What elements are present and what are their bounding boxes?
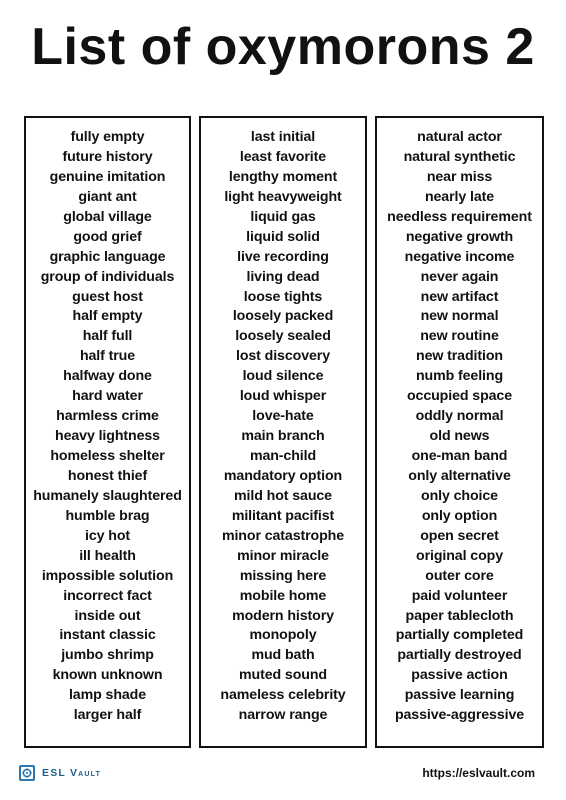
esl-vault-logo[interactable] — [18, 764, 101, 782]
oxymoron-item: oddly normal — [415, 408, 504, 425]
oxymoron-item: passive action — [411, 667, 508, 684]
oxymoron-item: main branch — [241, 428, 325, 445]
oxymoron-item: inside out — [74, 607, 141, 624]
oxymoron-list-1 — [26, 128, 189, 726]
oxymoron-item: mud bath — [251, 647, 315, 664]
oxymoron-item: light heavyweight — [224, 188, 342, 205]
oxymoron-item: least favorite — [239, 148, 327, 165]
oxymoron-item: halfway done — [63, 368, 152, 385]
oxymoron-item: loud silence — [242, 368, 324, 385]
oxymoron-item: open secret — [420, 527, 499, 544]
oxymoron-item: humble brag — [65, 507, 150, 524]
oxymoron-item: loud whisper — [239, 388, 327, 405]
oxymoron-item: negative income — [404, 248, 515, 265]
oxymoron-item: monopoly — [249, 627, 317, 644]
oxymoron-item: mandatory option — [223, 467, 343, 484]
oxymoron-item: old news — [429, 428, 490, 445]
oxymoron-item: negative growth — [405, 228, 514, 245]
oxymoron-item: natural synthetic — [403, 148, 516, 165]
oxymoron-item: nameless celebrity — [220, 687, 346, 704]
oxymoron-item: live recording — [237, 248, 329, 265]
oxymoron-item: love-hate — [252, 408, 314, 425]
oxymoron-item: lengthy moment — [228, 168, 338, 185]
oxymoron-item: guest host — [72, 288, 143, 305]
oxymoron-item: future history — [62, 148, 153, 165]
oxymoron-item: new tradition — [416, 348, 503, 365]
oxymoron-list-3 — [377, 128, 542, 726]
oxymoron-item: only choice — [421, 487, 498, 504]
oxymoron-item: partially completed — [395, 627, 524, 644]
oxymoron-item: heavy lightness — [55, 428, 160, 445]
oxymoron-item: larger half — [73, 707, 142, 724]
oxymoron-item: group of individuals — [40, 268, 175, 285]
oxymoron-item: muted sound — [239, 667, 327, 684]
logo-text: ESL Vault — [42, 767, 102, 779]
oxymoron-item: harmless crime — [56, 408, 159, 425]
oxymoron-item: missing here — [239, 567, 327, 584]
oxymoron-item: ill health — [79, 547, 136, 564]
oxymoron-item: incorrect fact — [63, 587, 152, 604]
oxymoron-item: one-man band — [411, 448, 508, 464]
oxymoron-item: living dead — [246, 268, 320, 285]
vault-icon — [18, 764, 36, 782]
oxymoron-item: half full — [82, 328, 133, 345]
oxymoron-item: occupied space — [406, 388, 513, 405]
oxymoron-item: near miss — [426, 168, 493, 185]
oxymoron-item: needless requirement — [387, 208, 532, 225]
oxymoron-item: new artifact — [420, 288, 499, 305]
oxymoron-item: homeless shelter — [50, 448, 165, 464]
oxymoron-item: nearly late — [424, 188, 495, 205]
oxymoron-item: loose tights — [243, 288, 323, 305]
oxymoron-item: passive-aggressive — [394, 707, 525, 724]
oxymoron-item: only option — [421, 507, 498, 524]
oxymoron-item: instant classic — [59, 627, 156, 644]
oxymoron-column-2 — [199, 116, 367, 748]
oxymoron-list-2 — [201, 128, 365, 726]
oxymoron-item: passive learning — [404, 687, 515, 704]
oxymoron-item: giant ant — [78, 188, 137, 205]
oxymoron-item: natural actor — [417, 129, 502, 145]
oxymoron-item: loosely packed — [232, 308, 334, 325]
oxymoron-item: genuine imitation — [49, 168, 166, 185]
oxymoron-item: hard water — [72, 388, 143, 405]
oxymoron-item: impossible solution — [41, 567, 174, 584]
oxymoron-item: fully empty — [70, 129, 145, 145]
oxymoron-item: new routine — [420, 328, 499, 345]
oxymoron-item: only alternative — [408, 467, 511, 484]
oxymoron-item: known unknown — [52, 667, 163, 684]
oxymoron-item: half empty — [72, 308, 143, 325]
oxymoron-item: liquid solid — [246, 228, 320, 245]
oxymoron-item: humanely slaughtered — [33, 487, 182, 504]
oxymoron-item: liquid gas — [250, 208, 316, 225]
oxymoron-item: half true — [79, 348, 136, 365]
oxymoron-item: paper tablecloth — [405, 607, 514, 624]
oxymoron-item: mild hot sauce — [234, 487, 332, 504]
oxymoron-item: original copy — [416, 547, 503, 564]
oxymoron-item: jumbo shrimp — [61, 647, 154, 664]
oxymoron-item: good grief — [73, 228, 142, 245]
oxymoron-item: lamp shade — [68, 687, 147, 704]
oxymoron-item: never again — [420, 268, 499, 285]
oxymoron-item: narrow range — [238, 707, 328, 724]
oxymoron-item: mobile home — [239, 587, 327, 604]
oxymoron-item: militant pacifist — [231, 507, 335, 524]
oxymoron-item: loosely sealed — [235, 328, 331, 345]
oxymoron-item: minor miracle — [237, 547, 329, 564]
oxymoron-item: last initial — [250, 129, 316, 145]
oxymoron-item: numb feeling — [415, 368, 504, 385]
oxymoron-item: paid volunteer — [411, 587, 508, 604]
oxymoron-item: lost discovery — [235, 348, 330, 365]
oxymoron-item: new normal — [420, 308, 499, 325]
site-url-link[interactable]: https://eslvault.com — [422, 766, 535, 780]
oxymoron-item: partially destroyed — [397, 647, 522, 664]
oxymoron-column-3 — [375, 116, 544, 748]
oxymoron-item: man-child — [249, 448, 317, 464]
oxymoron-item: minor catastrophe — [221, 527, 345, 544]
oxymoron-item: icy hot — [84, 527, 131, 544]
oxymoron-item: modern history — [232, 607, 334, 624]
oxymoron-item: outer core — [425, 567, 494, 584]
oxymoron-column-1 — [24, 116, 191, 748]
oxymoron-item: global village — [63, 208, 152, 225]
oxymoron-item: honest thief — [67, 467, 148, 484]
page-title: List of oxymorons 2 — [31, 18, 535, 76]
oxymoron-item: graphic language — [49, 248, 166, 265]
